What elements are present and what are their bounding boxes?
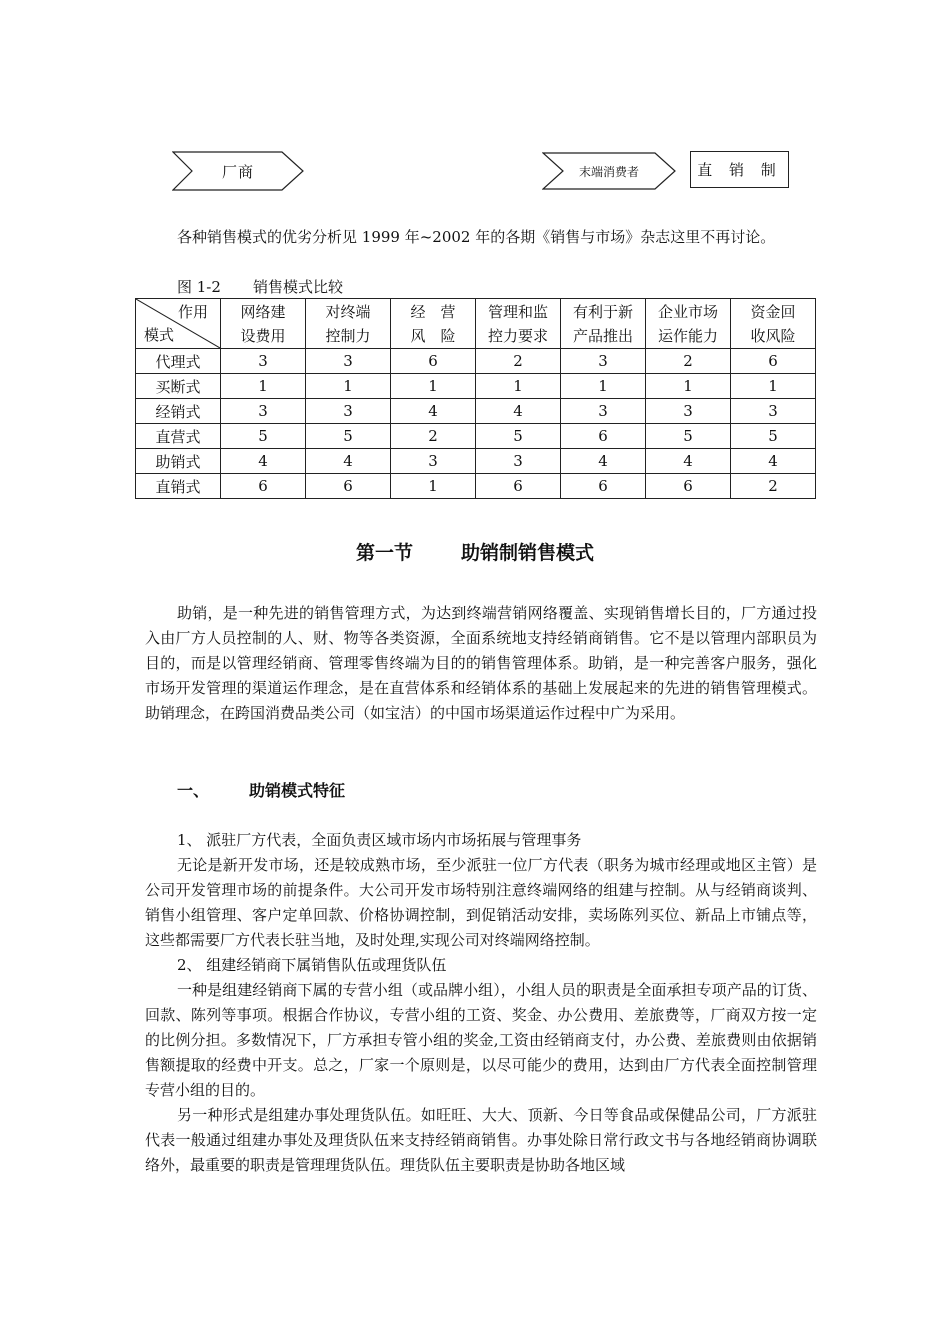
score-cell: 3 xyxy=(476,449,561,474)
manufacturer-label: 厂商 xyxy=(221,162,254,181)
score-cell: 4 xyxy=(476,399,561,424)
mode-cell: 助销式 xyxy=(136,449,221,474)
header-cell: 管理和监 控力要求 xyxy=(476,299,561,349)
score-cell: 6 xyxy=(561,474,646,499)
score-cell: 1 xyxy=(731,374,816,399)
corner-bottom-label: 模式 xyxy=(144,326,175,344)
score-cell: 2 xyxy=(476,349,561,374)
intro-paragraph: 各种销售模式的优劣分析见 1999 年~2002 年的各期《销售与市场》杂志这里不再讨论。 xyxy=(177,228,776,246)
table-row xyxy=(136,349,816,374)
score-cell: 1 xyxy=(476,374,561,399)
table-header-row xyxy=(136,299,816,349)
score-cell: 1 xyxy=(391,374,476,399)
score-cell: 3 xyxy=(306,349,391,374)
header-cell: 网络建 设费用 xyxy=(221,299,306,349)
score-cell: 5 xyxy=(306,424,391,449)
table-row xyxy=(136,399,816,424)
score-cell: 1 xyxy=(561,374,646,399)
score-cell: 1 xyxy=(306,374,391,399)
score-cell: 2 xyxy=(646,349,731,374)
mode-cell: 经销式 xyxy=(136,399,221,424)
section-title xyxy=(0,538,950,565)
score-cell: 5 xyxy=(731,424,816,449)
score-cell: 4 xyxy=(391,399,476,424)
score-cell: 3 xyxy=(391,449,476,474)
score-cell: 4 xyxy=(306,449,391,474)
score-cell: 3 xyxy=(561,399,646,424)
header-cell: 资金回 收风险 xyxy=(731,299,816,349)
score-cell: 2 xyxy=(391,424,476,449)
figure-title: 销售模式比较 xyxy=(252,278,343,296)
table-row xyxy=(136,374,816,399)
score-cell: 2 xyxy=(731,474,816,499)
corner-top-label: 作用 xyxy=(177,303,208,321)
score-cell: 1 xyxy=(391,474,476,499)
score-cell: 6 xyxy=(476,474,561,499)
score-cell: 4 xyxy=(731,449,816,474)
score-cell: 3 xyxy=(221,399,306,424)
score-cell: 6 xyxy=(391,349,476,374)
score-cell: 6 xyxy=(561,424,646,449)
figure-number: 图 1-2 xyxy=(177,278,221,296)
figure-caption xyxy=(177,276,375,297)
score-cell: 5 xyxy=(476,424,561,449)
point-heading: 2、 组建经销商下属销售队伍或理货队伍 xyxy=(177,956,447,974)
table-row xyxy=(136,424,816,449)
score-cell: 5 xyxy=(646,424,731,449)
table-row xyxy=(136,474,816,499)
subsection-title xyxy=(177,778,345,801)
score-cell: 3 xyxy=(306,399,391,424)
subsection-heading: 助销模式特征 xyxy=(249,781,346,800)
score-cell: 6 xyxy=(306,474,391,499)
body-paragraph: 另一种形式是组建办事处理货队伍。如旺旺、大大、顶新、今日等食品或保健品公司，厂方派驻代表一般通过组建办事处及理货队伍来支持经销商销售。办事处除日常行政文书与各地经销商协调联络外，最重要的职责是管理理货队伍。理货队伍主要职责是协助各地区域 xyxy=(145,1106,817,1174)
body-paragraph: 一种是组建经销商下属的专营小组（或品牌小组），小组人员的职责是全面承担专项产品的订货、回款、陈列等事项。根据合作协议，专营小组的工资、奖金、办公费用、差旅费等，厂商双方按一定的比例分担。多数情况下，厂方承担专管小组的奖金,工资由经销商支付，办公费、差旅费则由依据销售额提取的经费中开支。总之，厂家一个原则是，以尽可能少的费用，达到由厂方代表全面控制管理专营小组的目的。 xyxy=(145,981,817,1099)
sales-mode-comparison-table xyxy=(135,298,816,499)
consumer-chevron xyxy=(542,152,676,190)
header-cell: 经 营 风 险 xyxy=(391,299,476,349)
body-paragraph: 无论是新开发市场，还是较成熟市场，至少派驻一位厂方代表（职务为城市经理或地区主管）是公司开发管理市场的前提条件。大公司开发市场特别注意终端网络的组建与控制。从与经销商谈判、销售小组管理、客户定单回款、价格协调控制，到促销活动安排，卖场陈列买位、新品上市铺点等，这些都需要厂方代表长驻当地，及时处理,实现公司对终端网络控制。 xyxy=(145,856,817,949)
score-cell: 4 xyxy=(561,449,646,474)
section-heading: 助销制销售模式 xyxy=(461,542,595,564)
score-cell: 3 xyxy=(731,399,816,424)
score-cell: 4 xyxy=(221,449,306,474)
score-cell: 5 xyxy=(221,424,306,449)
header-cell: 企业市场 运作能力 xyxy=(646,299,731,349)
manufacturer-chevron xyxy=(172,151,304,191)
score-cell: 4 xyxy=(646,449,731,474)
score-cell: 6 xyxy=(731,349,816,374)
mode-cell: 直营式 xyxy=(136,424,221,449)
score-cell: 3 xyxy=(646,399,731,424)
subsection-number: 一、 xyxy=(177,781,210,800)
score-cell: 3 xyxy=(561,349,646,374)
mode-cell: 买断式 xyxy=(136,374,221,399)
consumer-label: 末端消费者 xyxy=(578,164,639,179)
score-cell: 1 xyxy=(221,374,306,399)
mode-cell: 直销式 xyxy=(136,474,221,499)
body-text xyxy=(145,828,817,1178)
header-cell: 对终端 控制力 xyxy=(306,299,391,349)
score-cell: 1 xyxy=(646,374,731,399)
score-cell: 6 xyxy=(221,474,306,499)
direct-sales-label-box: 直 销 制 xyxy=(690,151,789,188)
point-heading: 1、 派驻厂方代表，全面负责区域市场内市场拓展与管理事务 xyxy=(177,831,582,849)
table-row xyxy=(136,449,816,474)
mode-cell: 代理式 xyxy=(136,349,221,374)
score-cell: 3 xyxy=(221,349,306,374)
score-cell: 6 xyxy=(646,474,731,499)
section-number: 第一节 xyxy=(355,542,413,564)
header-cell: 有利于新 产品推出 xyxy=(561,299,646,349)
table-corner-cell xyxy=(136,299,221,349)
section-intro-paragraph: 助销，是一种先进的销售管理方式，为达到终端营销网络覆盖、实现销售增长目的，厂方通过投入由厂方人员控制的人、财、物等各类资源，全面系统地支持经销商销售。它不是以管理内部职员为目的，而是以管理经销商、管理零售终端为目的的销售管理体系。助销，是一种完善客户服务，强化市场开发管理的渠道运作理念，是在直营体系和经销体系的基础上发展起来的先进的销售管理模式。助销理念，在跨国消费品类公司（如宝洁）的中国市场渠道运作过程中广为采用。 xyxy=(145,604,817,722)
